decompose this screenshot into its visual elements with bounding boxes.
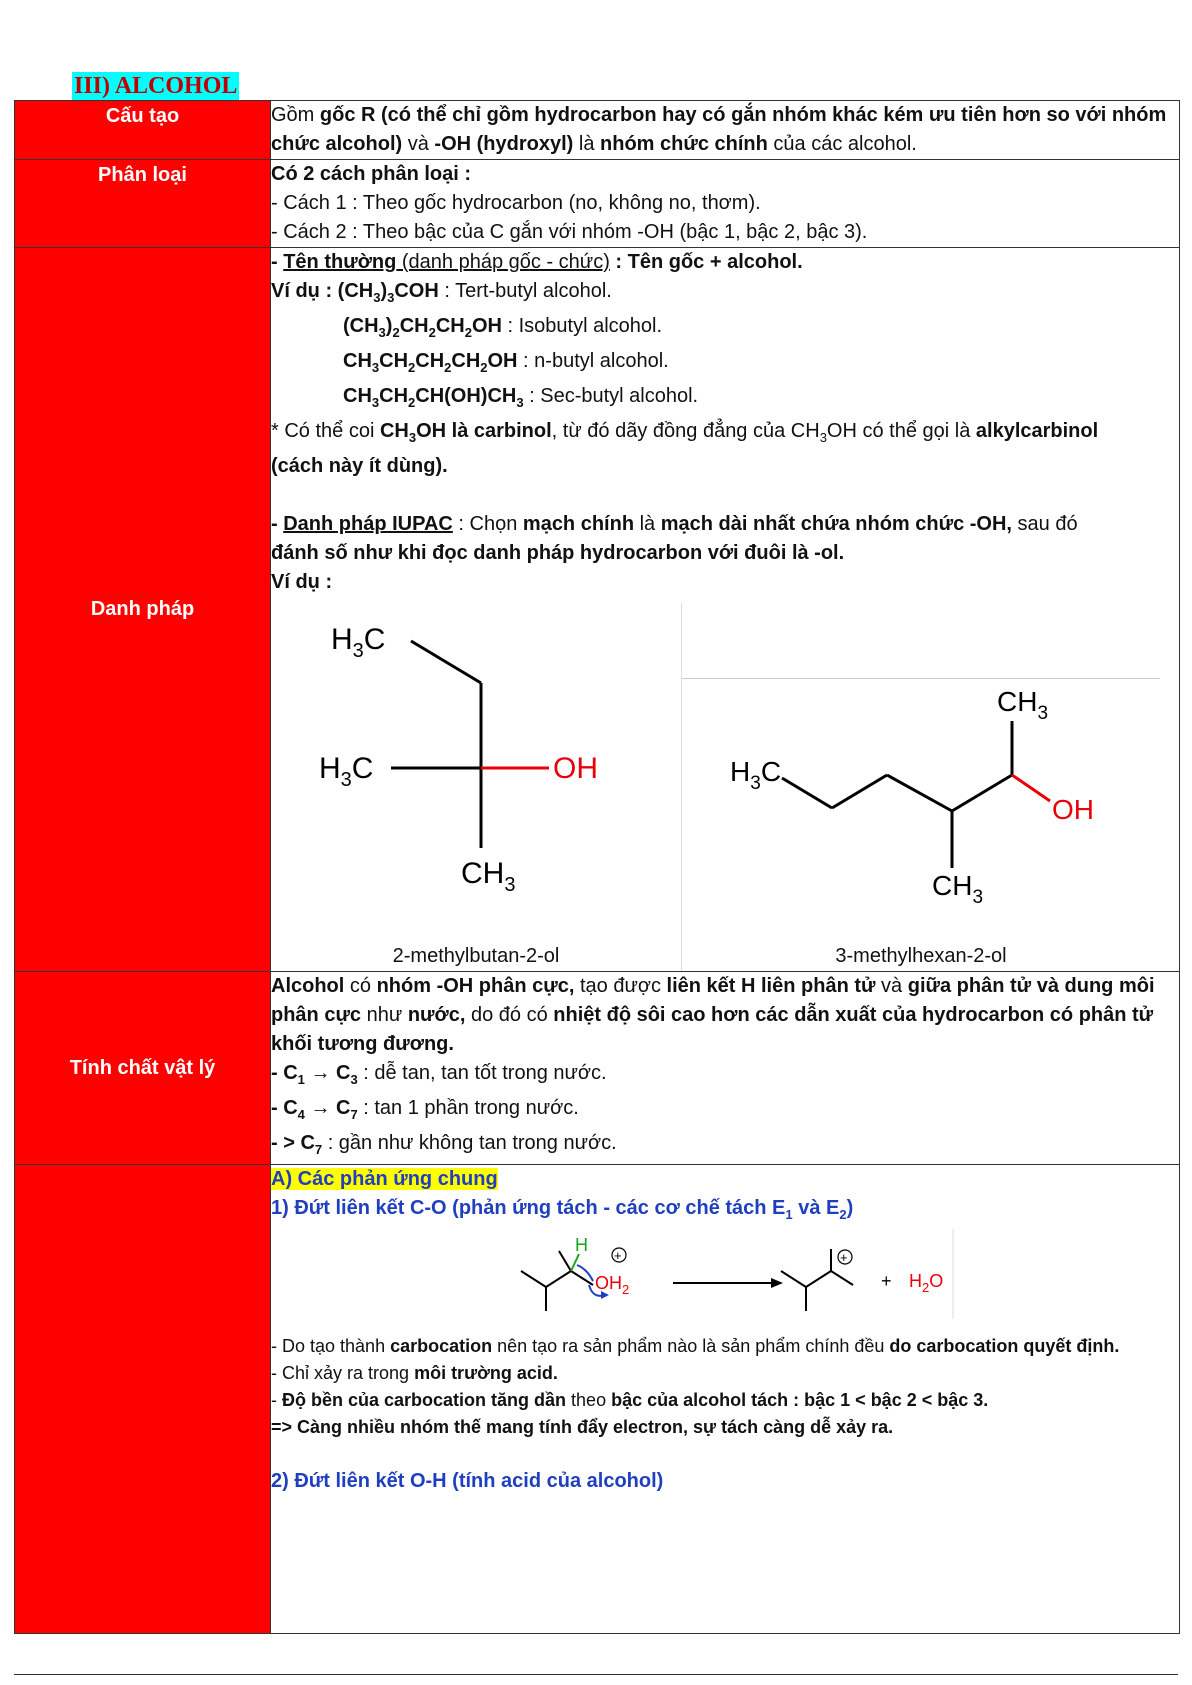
label-danh-phap: Danh pháp xyxy=(15,248,271,972)
content-cau-tao: Gồm gốc R (có thể chỉ gồm hydrocarbon hay có gắn nhóm khác kém ưu tiên hơn so với nhóm chức alcohol) và -OH (hydroxyl) là nhóm chức chính của các alcohol. xyxy=(271,101,1180,160)
svg-text:H3C: $H_3C$ xyxy=(730,756,782,794)
caption-mol2: 3-methylhexan-2-ol xyxy=(835,945,1007,967)
heading-dut-lien-ket-o-h: 2) Đứt liên kết O-H (tính acid của alcohol) xyxy=(271,1470,664,1492)
alcohol-table xyxy=(14,100,1180,1634)
row-phan-loai xyxy=(15,160,1180,248)
content-hoa-tinh xyxy=(271,1165,1180,1634)
svg-text:H: H xyxy=(575,1235,588,1255)
svg-text:CH3: $CH_3$ xyxy=(461,857,516,896)
label-tinh-chat-vat-ly: Tính chất vật lý xyxy=(15,972,271,1165)
reaction-scheme-svg xyxy=(271,1229,1159,1319)
svg-text:OH: OH xyxy=(553,752,598,785)
structure-3-methylhexan-2-ol xyxy=(682,603,1160,943)
label-phan-loai: Phân loại xyxy=(15,160,271,248)
label-cau-tao: Cấu tạo xyxy=(15,101,271,160)
svg-text:+: + xyxy=(840,1250,848,1265)
label-hoa-tinh xyxy=(15,1165,271,1634)
page-footer-line xyxy=(14,1674,1178,1675)
structure-2-methylbutan-2-ol xyxy=(271,603,681,943)
row-tinh-chat-vat-ly xyxy=(15,972,1180,1165)
svg-text:CH3: $CH_3$ xyxy=(997,686,1049,724)
row-hoa-tinh xyxy=(15,1165,1180,1634)
svg-text:+: + xyxy=(881,1271,892,1291)
svg-text:OH: OH xyxy=(1052,794,1094,825)
molecule-2-methylbutan-2-ol xyxy=(271,603,681,971)
row-cau-tao xyxy=(15,101,1180,160)
elimination-notes: - Do tạo thành carbocation nên tạo ra sản phẩm nào là sản phẩm chính đều do carbocation quyết định. - Chỉ xảy ra trong môi trường acid. - Độ bền của carbocation tăng dần theo bậc của alcohol tách : bậc 1 < bậc 2 < bậc 3. => Càng nhiều nhóm thế mang tính đẩy electron, sự tách càng dễ xảy ra. xyxy=(271,1336,1120,1437)
svg-text:H3C: $H_3C$ xyxy=(319,752,374,791)
content-danh-phap: - Tên thường (danh pháp gốc - chức) : Tên gốc + alcohol. Ví dụ : $(CH_3)_3COH$ : Tert-butyl alcohol. $(CH_3)_2CH_2CH_2OH$ : Isobutyl alcohol. $CH_3CH_2CH_2CH_2OH$ : n-butyl alcohol. $CH_3CH_2CH(OH)CH_3$ : Sec-butyl alcohol. * Có thể coi $CH_3OH$ là carbinol, từ đó dãy đồng đẳng của $CH_3OH$ có thể gọi là alkylcarbinol (cách này ít dùng). - Danh pháp IUPAC : Chọn mạch chính là mạch dài nhất chứa nhóm chức -OH, sau đó đánh số như khi đọc danh pháp hydrocarbon với đuôi là -ol. Ví dụ : $H_3C$ $H_3C$ OH $CH_3$ 2-methylbutan-2-ol $CH_3$ $H_3C$ OH $CH_3$ 3-methylhexan-2-ol xyxy=(271,248,1180,972)
heading-dut-lien-ket-c-o: 1) Đứt liên kết C-O (phản ứng tách - các cơ chế tách $E_1$ và $E_2$) xyxy=(271,1197,854,1222)
molecule-examples xyxy=(271,603,1179,971)
content-tinh-chat-vat-ly: Alcohol có nhóm -OH phân cực, tạo được liên kết H liên phân tử và giữa phân tử và dung môi phân cực như nước, do đó có nhiệt độ sôi cao hơn các dẫn xuất của hydrocarbon có phân tử khối tương đương. - $C_1 \to C_3$ : dễ tan, tan tốt trong nước. - $C_4 \to C_7$ : tan 1 phần trong nước. - > $C_7$ : gần như không tan trong nước. xyxy=(271,972,1180,1165)
heading-cac-phan-ung-chung: A) Các phản ứng chung xyxy=(271,1168,498,1190)
svg-text:H2O: $H_2O$ xyxy=(909,1271,944,1295)
svg-text:H3C: $H_3C$ xyxy=(331,623,386,662)
molecule-3-methylhexan-2-ol xyxy=(681,603,1160,971)
caption-mol1: 2-methylbutan-2-ol xyxy=(392,945,560,967)
row-danh-phap xyxy=(15,248,1180,972)
section-title: III) ALCOHOL xyxy=(74,73,238,99)
svg-text:+: + xyxy=(614,1248,622,1263)
content-phan-loai: Có 2 cách phân loại : - Cách 1 : Theo gốc hydrocarbon (no, không no, thơm). - Cách 2 : Theo bậc của C gắn với nhóm -OH (bậc 1, bậc 2, bậc 3). xyxy=(271,160,1180,248)
svg-text:OH2: $OH_2$ xyxy=(595,1273,630,1297)
svg-text:CH3: $CH_3$ xyxy=(932,870,984,908)
elimination-scheme xyxy=(271,1229,1179,1319)
